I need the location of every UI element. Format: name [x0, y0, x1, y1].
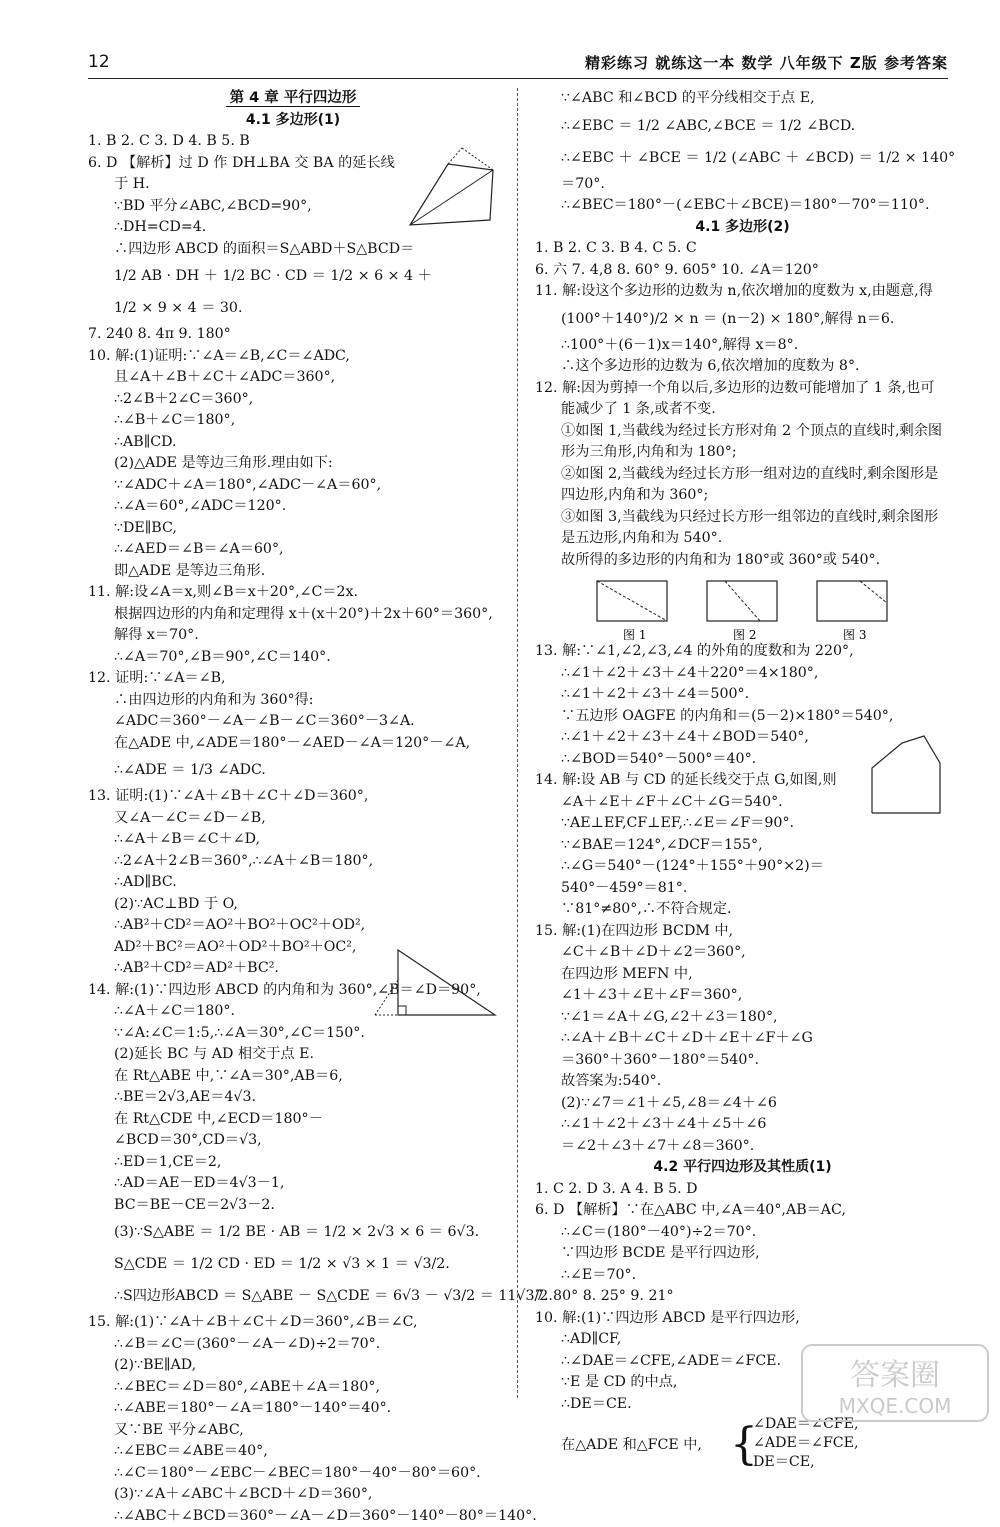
answer-line: ∴∠A＝70°,∠B＝90°,∠C＝140°. — [88, 647, 498, 669]
answer-line: ∵∠BAE＝124°,∠DCF＝155°, — [535, 835, 950, 857]
answer-line: 形为三角形,内角和为 180°; — [535, 442, 950, 464]
answer-line: 根据四边形的内角和定理得 x＋(x＋20°)＋2x＋60°＝360°, — [88, 604, 498, 626]
answer-line: 14. 解:设 AB 与 CD 的延长线交于点 G,如图,则 — [535, 770, 950, 792]
answer-line: ∵∠A:∠C＝1:5,∴∠A＝30°,∠C＝150°. — [88, 1023, 498, 1045]
answer-line: 12. 解:因为剪掉一个角以后,多边形的边数可能增加了 1 条,也可 — [535, 378, 950, 400]
answer-line: 1. B 2. C 3. B 4. C 5. C — [535, 238, 950, 260]
answer-line: S△CDE ＝ 1/2 CD · ED ＝ 1/2 × √3 × 1 ＝ √3/2. — [88, 1248, 498, 1280]
left-column — [88, 88, 498, 1527]
page-header — [88, 48, 948, 79]
answer-line: 11. 解:设∠A＝x,则∠B＝x＋20°,∠C＝2x. — [88, 582, 498, 604]
system-intro: 在△ADE 和△FCE 中, — [561, 1437, 702, 1453]
answer-line: ∴∠A＋∠C＝180°. — [88, 1001, 498, 1023]
answer-line: ∵DE∥BC, — [88, 518, 498, 540]
answer-line: ∴AD∥BC. — [88, 872, 498, 894]
answer-line: ∴∠1＋∠2＋∠3＋∠4＝500°. — [535, 684, 950, 706]
answer-line: (2)延长 BC 与 AD 相交于点 E. — [88, 1044, 498, 1066]
answer-line: ∴∠C＝(180°－40°)÷2＝70°. — [535, 1222, 950, 1244]
answer-line: ∴S四边形ABCD ＝ S△ABE － S△CDE ＝ 6√3 － √3/2 ＝ 11√3/2. — [88, 1280, 498, 1312]
section-heading: 4.1 多边形(2) — [535, 217, 950, 239]
answer-line: 即△ADE 是等边三角形. — [88, 561, 498, 583]
answer-line: 7. 240 8. 4π 9. 180° — [88, 324, 498, 346]
answer-line: ∵五边形 OAGFE 的内角和＝(5－2)×180°＝540°, — [535, 706, 950, 728]
answer-line: ∴∠BEC＝∠D＝80°,∠ABE＋∠A＝180°, — [88, 1377, 498, 1399]
section-heading: 4.2 平行四边形及其性质(1) — [535, 1157, 950, 1179]
fig3-label: 图 3 — [843, 628, 866, 641]
quadrilateral-figure — [398, 140, 508, 235]
answer-line: ∴∠A＋∠B＝∠C＋∠D, — [88, 829, 498, 851]
watermark-logo — [800, 1343, 990, 1423]
fig1-label: 图 1 — [623, 628, 646, 641]
chapter-heading — [88, 88, 498, 110]
answer-line: ∴∠A＝60°,∠ADC＝120°. — [88, 496, 498, 518]
answer-line: BC＝BE－CE＝2√3－2. — [88, 1195, 498, 1217]
answer-line: (2)∵BE∥AD, — [88, 1355, 498, 1377]
answer-line: ∴∠BOD＝540°－500°＝40°. — [535, 749, 950, 771]
book-title: 精彩练习 就练这一本 数学 八年级下 Z版 参考答案 — [585, 52, 948, 73]
answer-line: ∴∠1＋∠2＋∠3＋∠4＋220°＝4×180°, — [535, 663, 950, 685]
answer-line: ＝360°＋360°－180°＝540°. — [535, 1050, 950, 1072]
answer-line: 能减少了 1 条,或者不变. — [535, 399, 950, 421]
answer-line: (2)∵∠7＝∠1＋∠5,∠8＝∠4＋∠6 — [535, 1093, 950, 1115]
answer-line: ∴∠EBC＝∠ABE＝40°, — [88, 1441, 498, 1463]
answer-line: ∴AB²＋CD²＝AD²＋BC². — [88, 958, 498, 980]
answer-line: ∴∠C＝180°－∠EBC－∠BEC＝180°－40°－80°＝60°. — [88, 1463, 498, 1485]
brace: { — [730, 1417, 758, 1473]
answer-line: ∴∠B＝∠C＝(360°－∠A－∠D)÷2＝70°. — [88, 1334, 498, 1356]
answer-line: ∴AB²＋CD²＝AO²＋BO²＋OC²＋OD², — [88, 915, 498, 937]
answer-line: 10. 解:(1)证明:∵∠A＝∠B,∠C＝∠ADC, — [88, 346, 498, 368]
section-heading: 4.1 多边形(1) — [88, 110, 498, 132]
answer-line: ∴∠1＋∠2＋∠3＋∠4＋∠BOD＝540°, — [535, 727, 950, 749]
answer-line: ∴AD＝AE－ED＝4√3－1, — [88, 1173, 498, 1195]
answer-line: ∴AB∥CD. — [88, 432, 498, 454]
answer-line: ∴DE＝CE. — [535, 1394, 950, 1416]
answer-line: (3)∵∠A＋∠ABC＋∠BCD＋∠D＝360°, — [88, 1484, 498, 1506]
answer-line: (2)△ADE 是等边三角形.理由如下: — [88, 453, 498, 475]
answer-line: ∴∠BEC＝180°－(∠EBC＋∠BCE)＝180°－70°＝110°. — [535, 195, 950, 217]
answer-line: 解得 x＝70°. — [88, 625, 498, 647]
answer-line: (2)∵AC⊥BD 于 O, — [88, 894, 498, 916]
answer-line: ∴2∠B＋2∠C＝360°, — [88, 389, 498, 411]
answer-line: ∵∠1＝∠A＋∠G,∠2＋∠3＝180°, — [535, 1007, 950, 1029]
answer-line: ＝70°. — [535, 174, 950, 196]
answer-line: 10. 解:(1)∵四边形 ABCD 是平行四边形, — [535, 1308, 950, 1330]
answer-line: 又∠A－∠C＝∠D－∠B, — [88, 808, 498, 830]
answer-line: (3)∵S△ABE ＝ 1/2 BE · AB ＝ 1/2 × 2√3 × 6 ＝ 6√3. — [88, 1216, 498, 1248]
answer-line: ∵∠ABC 和∠BCD 的平分线相交于点 E, — [535, 88, 950, 110]
answer-line: 在四边形 MEFN 中, — [535, 964, 950, 986]
answer-line: 540°－459°＝81°. — [535, 878, 950, 900]
answer-line: 15. 解:(1)∵∠A＋∠B＋∠C＋∠D＝360°,∠B＝∠C, — [88, 1312, 498, 1334]
answer-line: 1. C 2. D 3. A 4. B 5. D — [535, 1179, 950, 1201]
answer-line: 1/2 AB · DH ＋ 1/2 BC · CD ＝ 1/2 × 6 × 4 ＋ — [88, 260, 498, 292]
answer-line: ∴∠A＋∠B＋∠C＋∠D＋∠E＋∠F＋∠G — [535, 1028, 950, 1050]
answer-line: ∵∠ADC＋∠A＝180°,∠ADC－∠A＝60°, — [88, 475, 498, 497]
answer-line: ∴∠ADE ＝ 1/3 ∠ADC. — [88, 754, 498, 786]
answer-line: 1. B 2. C 3. D 4. B 5. B — [88, 131, 498, 153]
answer-line: ∴∠AED＝∠B＝∠A＝60°, — [88, 539, 498, 561]
answer-line: 6. 六 7. 4,8 8. 60° 9. 605° 10. ∠A＝120° — [535, 260, 950, 282]
answer-line: ＝∠2＋∠3＋∠7＋∠8＝360°. — [535, 1136, 950, 1158]
answer-line: ∴2∠A＋2∠B＝360°,∴∠A＋∠B＝180°, — [88, 851, 498, 873]
answer-line: ③如图 3,当截线为只经过长方形一组邻边的直线时,剩余图形 — [535, 507, 950, 529]
answer-line: ∴∠EBC ＋ ∠BCE ＝ 1/2 (∠ABC ＋ ∠BCD) ＝ 1/2 × 140° — [535, 142, 950, 174]
answer-line: ∠ADC＝360°－∠A－∠B－∠C＝360°－3∠A. — [88, 711, 498, 733]
answer-line: ∴由四边形的内角和为 360°得: — [88, 690, 498, 712]
answer-line: 6. D 【解析】∵在△ABC 中,∠A＝40°,AB＝AC, — [535, 1200, 950, 1222]
answer-line: ∴∠E＝70°. — [535, 1265, 950, 1287]
chapter-title: 第 4 章 平行四边形 — [226, 90, 361, 107]
answer-line: 13. 解:∵∠1,∠2,∠3,∠4 的外角的度数和为 220°, — [535, 641, 950, 663]
answer-line: 又∵BE 平分∠ABC, — [88, 1420, 498, 1442]
rectangle-figures — [535, 571, 950, 641]
answer-line: 且∠A＋∠B＋∠C＋∠ADC＝360°, — [88, 367, 498, 389]
answer-line: ∴四边形 ABCD 的面积＝S△ABD＋S△BCD＝ — [88, 239, 498, 261]
answer-line: ∴∠1＋∠2＋∠3＋∠4＋∠5＋∠6 — [535, 1114, 950, 1136]
system-line — [535, 1415, 950, 1475]
answer-line: 1/2 × 9 × 4 ＝ 30. — [88, 292, 498, 324]
answer-line: ∴∠ABC＋∠BCD＝360°－∠A－∠D＝360°－140°－80°＝140°. — [88, 1506, 498, 1527]
answer-line: ∵E 是 CD 的中点, — [535, 1372, 950, 1394]
answer-line: 13. 证明:(1)∵∠A＋∠B＋∠C＋∠D＝360°, — [88, 786, 498, 808]
answer-line: ∵81°≠80°,∴不符合规定. — [535, 899, 950, 921]
answer-line: ∴∠EBC ＝ 1/2 ∠ABC,∠BCE ＝ 1/2 ∠BCD. — [535, 110, 950, 142]
column-divider — [517, 88, 518, 1398]
answer-line: ∴∠G＝540°－(124°＋155°＋90°×2)＝ — [535, 856, 950, 878]
answer-line: ∠1＋∠3＋∠E＋∠F＝360°, — [535, 985, 950, 1007]
answer-line: ∴ED＝1,CE＝2, — [88, 1152, 498, 1174]
answer-line: ∠C＋∠B＋∠D＋∠2＝360°, — [535, 942, 950, 964]
answer-line: ∵BD 平分∠ABC,∠BCD=90°, — [88, 196, 498, 218]
answer-line: ∵AE⊥EF,CF⊥EF,∴∠E＝∠F＝90°. — [535, 813, 950, 835]
answer-line: 6. D 【解析】过 D 作 DH⊥BA 交 BA 的延长线 — [88, 153, 498, 175]
answer-line: ∴这个多边形的边数为 6,依次增加的度数为 8°. — [535, 356, 950, 378]
answer-line: ∠A＋∠E＋∠F＋∠C＋∠G＝540°. — [535, 792, 950, 814]
answer-line: 在△ADE 中,∠ADE＝180°－∠AED－∠A＝120°－∠A, — [88, 733, 498, 755]
answer-line: ∴∠ABE＝180°－∠A＝180°－140°＝40°. — [88, 1398, 498, 1420]
svg-text:答案圈: 答案圈 — [850, 1358, 940, 1393]
answer-line: 是五边形,内角和为 540°. — [535, 528, 950, 550]
answer-line: ②如图 2,当截线为经过长方形一组对边的直线时,剩余图形是 — [535, 464, 950, 486]
answer-line: (100°＋140°)/2 × n ＝ (n－2) × 180°,解得 n＝6. — [535, 303, 950, 335]
page-number: 12 — [88, 52, 110, 72]
answer-line: 在 Rt△ABE 中,∵∠A＝30°,AB＝6, — [88, 1066, 498, 1088]
svg-text:MXQE.COM: MXQE.COM — [839, 1394, 952, 1418]
answer-line: 故所得的多边形的内角和为 180°或 360°或 540°. — [535, 550, 950, 572]
answer-line: ①如图 1,当截线为经过长方形对角 2 个顶点的直线时,剩余图 — [535, 421, 950, 443]
answer-line: ∵四边形 BCDE 是平行四边形, — [535, 1243, 950, 1265]
answer-line: 在 Rt△CDE 中,∠ECD＝180°－ — [88, 1109, 498, 1131]
answer-line: 11. 解:设这个多边形的边数为 n,依次增加的度数为 x,由题意,得 — [535, 281, 950, 303]
answer-line: ∴BE＝2√3,AE＝4√3. — [88, 1087, 498, 1109]
cut-rectangles-figure — [535, 571, 935, 641]
answer-line: 四边形,内角和为 360°; — [535, 485, 950, 507]
answer-line: ∠BCD＝30°,CD＝√3, — [88, 1130, 498, 1152]
answer-line: ∴100°＋(6－1)x＝140°,解得 x＝8°. — [535, 335, 950, 357]
answer-line: 15. 解:(1)在四边形 BCDM 中, — [535, 921, 950, 943]
fig2-label: 图 2 — [733, 628, 756, 641]
answer-line: ∴∠DAE＝∠CFE,∠ADE＝∠FCE. — [535, 1351, 950, 1373]
pentagon-figure — [862, 728, 952, 823]
answer-line: 7. 80° 8. 25° 9. 21° — [535, 1286, 950, 1308]
answer-line: AD²＋BC²＝AO²＋OD²＋BO²＋OC², — [88, 937, 498, 959]
answer-line: ∴DH=CD=4. — [88, 217, 498, 239]
answer-line: 故答案为:540°. — [535, 1071, 950, 1093]
answer-line: ∴∠B＋∠C＝180°, — [88, 410, 498, 432]
answer-line: ∴AD∥CF, — [535, 1329, 950, 1351]
answer-line: 于 H. — [88, 174, 498, 196]
answer-line: 12. 证明:∵∠A＝∠B, — [88, 668, 498, 690]
equation-system: ∠DAE＝∠CFE, ∠ADE＝∠FCE, DE＝CE, — [753, 1415, 859, 1472]
right-triangle-figure — [365, 940, 510, 1025]
answer-line: 14. 解:(1)∵四边形 ABCD 的内角和为 360°,∠B＝∠D＝90°, — [88, 980, 498, 1002]
